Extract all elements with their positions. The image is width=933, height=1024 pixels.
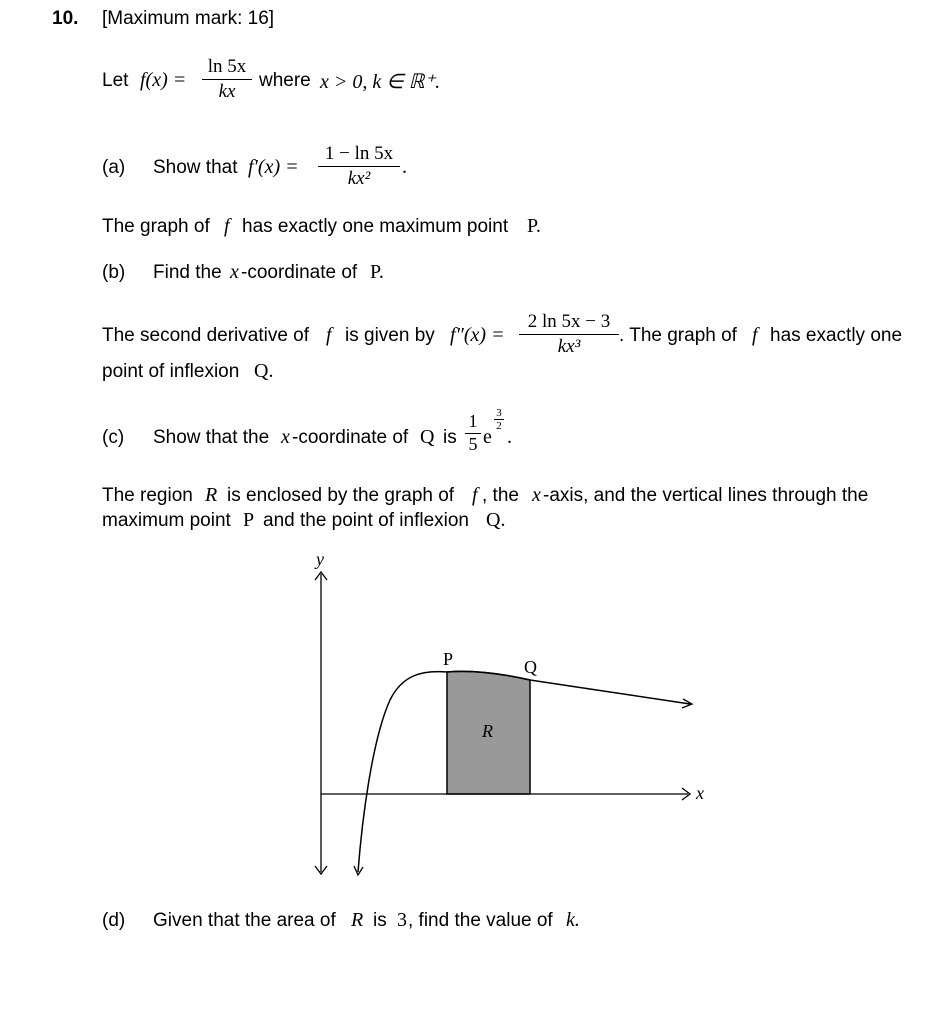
Q-label: Q [524,657,537,677]
part-c-exp-den: 2 [496,420,502,432]
stem-3-l1-pre: The region [102,485,193,506]
part-c-is: is [443,427,457,448]
stem-2-post2: has exactly one [770,325,903,346]
part-b-label: (b) [102,262,126,283]
R-label: R [482,721,493,741]
stem-3-l1-mid2: , the [482,485,519,506]
stem-1-f: f [224,215,230,237]
stem-3-R: R [205,484,218,506]
y-axis-label: y [316,549,324,569]
stem-3-f: f [472,484,478,506]
stem-2-pre: The second derivative of [102,325,310,346]
x-axis-label: x [696,783,704,803]
intro-numerator: ln 5x [207,56,247,77]
part-a-end: . [402,156,407,178]
part-c-Q: Q [420,426,435,448]
part-d-val: 3 [397,909,407,931]
stem-1-pre: The graph of [102,216,210,237]
part-a-numerator: 1 − ln 5x [324,143,394,164]
stem-3-P: P [243,509,255,531]
stem-2-post1: . The graph of [619,325,737,346]
part-c-x: x [281,426,290,448]
stem-3-l2-mid: and the point of inflexion [263,510,469,531]
stem-2-line2: point of inflexion [102,361,240,382]
intro-fx: f(x) = [140,69,187,91]
part-c-exp-num: 3 [496,407,502,419]
stem-2-f: f [326,324,332,346]
part-d-label: (d) [102,910,126,931]
part-d-mid: is [373,910,387,931]
stem-1-P: P. [527,215,541,237]
part-a-fpx: f′(x) = [248,156,299,178]
stem-3-l1-mid: is enclosed by the graph of [227,485,455,506]
stem-2-Q: Q. [254,360,274,382]
part-c-label: (c) [102,427,125,448]
stem-2-f2: f [752,324,758,346]
part-b-x: x [230,261,239,283]
stem-3-l1-post: -axis, and the vertical lines through the [543,485,869,506]
intro-let: Let [102,70,129,91]
question-number: 10. [52,8,79,29]
part-b-pre: Find the [153,262,222,283]
intro-denominator: kx [218,81,236,102]
part-d-R: R [351,909,364,931]
max-mark: [Maximum mark: 16] [102,8,275,29]
stem-1-post: has exactly one maximum point [242,216,509,237]
part-a-denominator: kx² [347,168,371,189]
part-c-pre: Show that the [153,427,270,448]
part-c-numerator: 1 [468,411,478,431]
stem-2-numerator: 2 ln 5x − 3 [527,311,611,332]
part-c-end: . [507,426,512,448]
part-d-post: , find the value of [408,910,553,931]
stem-2-denominator: kx³ [557,336,581,357]
part-c-e: e [483,426,492,448]
intro-condition: x > 0, k ∈ ℝ⁺. [320,71,441,93]
stem-2-mid: is given by [345,325,435,346]
stem-2-fppx: f″(x) = [450,324,505,346]
part-d-pre: Given that the area of [153,910,336,931]
part-c-denominator: 5 [468,434,478,454]
part-a-label: (a) [102,157,126,178]
P-label: P [443,649,454,669]
part-c-mid: -coordinate of [292,427,409,448]
stem-3-Q: Q. [486,509,506,531]
part-b-P: P. [370,261,384,283]
intro-where: where [259,70,311,91]
part-d-k: k. [566,909,580,931]
part-b-post: -coordinate of [241,262,358,283]
stem-3-x: x [532,484,541,506]
stem-3-l2-pre: maximum point [102,510,231,531]
part-a-text: Show that [153,157,238,178]
